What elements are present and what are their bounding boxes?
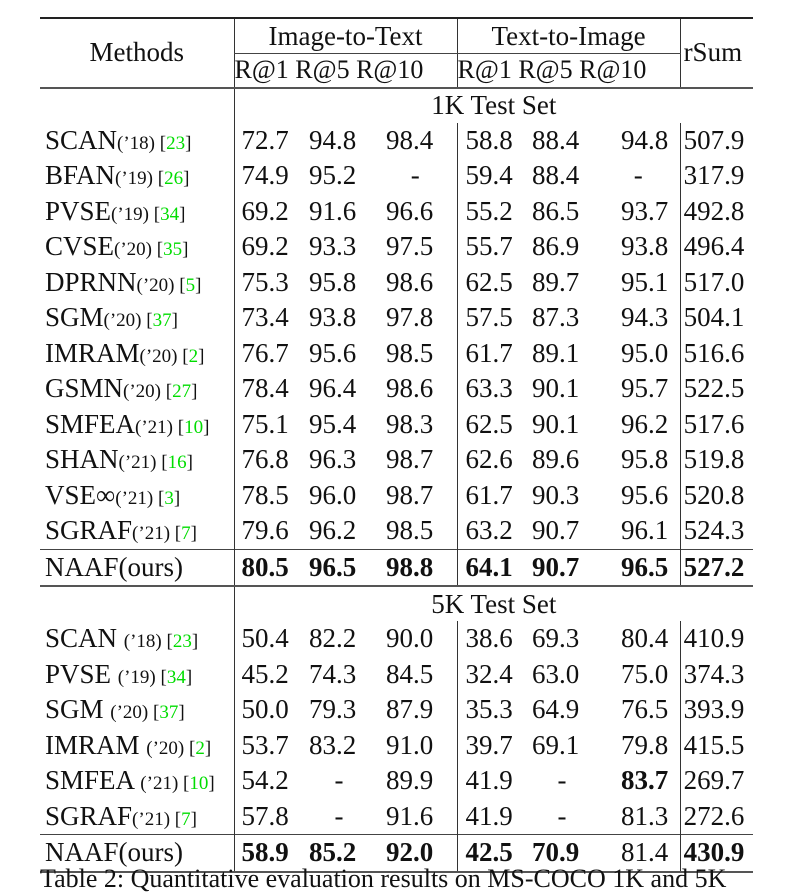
metric-value: 98.5 [386,515,434,546]
metric-value: 96.3 [309,444,357,475]
metric-value: 55.2 [457,194,527,230]
metric-value: 527.2 [680,549,753,586]
method-name: PVSE [45,195,112,226]
metric-value: 269.7 [680,763,753,799]
citation-link[interactable]: [34] [155,666,193,688]
citation-number[interactable]: 3 [164,487,174,509]
table-row [40,123,753,159]
citation-number[interactable]: 2 [195,737,205,759]
metric-value: 57.8 [234,799,304,835]
section-title: 1K Test Set [234,88,753,123]
citation-number[interactable]: 10 [184,416,204,438]
method-year: (’19) [115,168,154,190]
citation-number[interactable]: 34 [160,203,180,225]
metric-value: - [557,765,567,796]
metric-value: - [334,765,344,796]
metric-value: 81.3 [621,800,669,831]
metric-value: 58.9 [234,835,304,872]
metric-value: 496.4 [680,229,753,265]
metric-value: 507.9 [680,123,753,159]
i2t-metrics [234,54,457,88]
metric-value: 69.2 [234,229,304,265]
metric-value: 517.6 [680,407,753,443]
method-cell [40,657,234,693]
method-cell [40,442,234,478]
metric-value: 97.8 [386,302,434,333]
method-name: SGM [45,694,111,725]
metric-value: 524.3 [680,513,753,549]
table-row [40,621,753,657]
metric-value: 59.4 [457,158,527,194]
metric-value: 78.5 [234,478,304,514]
metric-value: 96.5 [621,551,669,582]
metric-value: 76.5 [621,694,669,725]
table-row [40,442,753,478]
header-methods: Methods [89,37,184,68]
section-spacer [40,586,234,621]
metric-value: 95.6 [621,479,669,510]
metric-value: 84.5 [386,658,434,689]
metric-value: 95.7 [621,373,669,404]
method-cell [40,300,234,336]
citation-link[interactable]: [35] [152,239,189,261]
metric-value: 393.9 [680,692,753,728]
metric-value: 91.0 [386,729,434,760]
metric-value: 94.3 [621,302,669,333]
method-name: CVSE [45,231,115,262]
metric-value: 69.2 [234,194,304,230]
method-name: DPRNN [45,266,137,297]
citation-number[interactable]: 16 [167,452,187,474]
metric-value: 57.5 [457,300,527,336]
metric-value: 42.5 [457,835,527,872]
citation-number[interactable]: 34 [166,666,186,688]
section-spacer [40,88,234,123]
method-cell [40,478,234,514]
citation-number[interactable]: 23 [172,631,192,653]
metric-label: R@10 [579,55,647,85]
metric-value: 98.6 [386,266,434,297]
metric-value: 272.6 [680,799,753,835]
table-row [40,371,753,407]
method-name: SGRAF [45,515,133,546]
metric-value: 95.0 [621,337,669,368]
citation-link[interactable]: [23] [155,132,192,154]
citation-link[interactable]: [2] [184,737,212,759]
method-year: (’19) [111,203,150,225]
method-year: (’20) [110,702,149,724]
citation-number[interactable]: 10 [189,773,209,795]
metric-value: 95.8 [621,444,669,475]
method-cell [40,513,234,549]
method-name: SHAN [45,444,119,475]
metric-value: 430.9 [680,835,753,872]
metric-value: 98.6 [386,373,434,404]
results-body [40,88,753,872]
metric-value: 95.6 [309,337,357,368]
method-cell [40,229,234,265]
metric-value: 75.1 [234,407,304,443]
method-cell [40,549,234,586]
metric-value: 95.2 [309,160,357,191]
table-row [40,407,753,443]
metric-value: 74.3 [309,658,357,689]
table-row [40,194,753,230]
citation-number[interactable]: 5 [185,274,196,296]
results-table [40,17,753,873]
metric-value: 94.8 [621,124,669,155]
metric-value: 76.8 [234,442,304,478]
method-name: BFAN [45,160,116,191]
metric-value: 97.5 [386,231,434,262]
metric-value: 83.2 [309,729,357,760]
metric-value: 73.4 [234,300,304,336]
method-year: (’21) [140,773,179,795]
method-cell [40,692,234,728]
method-cell [40,265,234,301]
metric-label: R@5 [295,55,350,85]
metric-value: 415.5 [680,728,753,764]
metric-value: 95.1 [621,266,669,297]
metric-value: 98.7 [386,479,434,510]
method-name: GSMN [45,373,124,404]
metric-value: 88.4 [532,160,580,191]
section-header-row [40,586,753,621]
t2i-metrics [457,54,680,88]
citation-link[interactable]: [7] [170,523,197,545]
metric-value: 35.3 [457,692,527,728]
citation-number[interactable]: 35 [163,239,183,261]
method-name: PVSE [45,658,118,689]
metric-value: 74.9 [234,158,304,194]
metric-value: 93.8 [309,302,357,333]
metric-value: 87.9 [386,694,434,725]
metric-value: 90.3 [532,479,580,510]
results-table-container [40,17,753,873]
metric-value: 72.7 [234,123,304,159]
metric-value: 87.3 [532,302,580,333]
metric-value: 61.7 [457,478,527,514]
metric-value: 62.6 [457,442,527,478]
metric-value: 78.4 [234,371,304,407]
method-cell [40,194,234,230]
citation-link[interactable]: [16] [156,452,193,474]
method-year: (’20) [123,381,162,403]
table-row [40,799,753,835]
metric-value: 95.8 [309,266,357,297]
citation-link[interactable]: [26] [153,168,190,190]
method-name: VSE∞ [45,479,116,510]
table-row [40,513,753,549]
metric-value: 91.6 [386,800,434,831]
metric-value: 54.2 [234,763,304,799]
metric-value: 516.6 [680,336,753,372]
citation-number[interactable]: 7 [181,808,191,830]
metric-value: 83.7 [621,765,669,796]
metric-value: 519.8 [680,442,753,478]
citation-link[interactable]: [7] [170,808,197,830]
metric-value: 69.1 [532,729,580,760]
metric-value: 38.6 [457,621,527,657]
metric-value: 522.5 [680,371,753,407]
citation-number[interactable]: 26 [164,168,184,190]
metric-value: 86.9 [532,231,580,262]
method-cell [40,763,234,799]
method-year: (’21) [118,452,157,474]
metric-value: - [334,800,344,831]
method-cell [40,158,234,194]
metric-value: 98.5 [386,337,434,368]
metric-value: 50.0 [234,692,304,728]
method-year: (’21) [135,416,174,438]
section-header-row [40,88,753,123]
method-cell [40,799,234,835]
metric-value: 41.9 [457,763,527,799]
method-cell [40,407,234,443]
metric-value: 86.5 [532,195,580,226]
metric-value: 98.8 [386,551,434,582]
metric-value: 89.9 [386,765,434,796]
method-year: (’18) [117,132,156,154]
table-row [40,478,753,514]
metric-value: 93.7 [621,195,669,226]
method-year: (’19) [117,666,156,688]
method-cell [40,621,234,657]
metric-label: R@1 [234,55,289,85]
metric-value: 63.3 [457,371,527,407]
citation-link[interactable]: [3] [153,487,181,509]
method-name: SGRAF [45,800,133,831]
metric-value: 96.1 [621,515,669,546]
method-year: (’21) [132,523,171,545]
method-year: (’20) [136,274,175,296]
metric-value: 75.3 [234,265,304,301]
method-name: SCAN [45,124,118,155]
metric-value: 95.4 [309,408,357,439]
metric-value: 98.7 [386,444,434,475]
citation-number[interactable]: 2 [188,345,199,367]
metric-value: 93.3 [309,231,357,262]
table-row [40,657,753,693]
method-cell [40,123,234,159]
method-year: (’20) [146,737,185,759]
metric-value: 504.1 [680,300,753,336]
method-year: (’20) [139,345,178,367]
metric-value: 79.3 [309,694,357,725]
method-name: NAAF(ours) [45,837,183,868]
metric-value: 32.4 [457,657,527,693]
metric-value: 96.4 [309,373,357,404]
metric-value: 90.0 [386,623,434,654]
metric-value: 62.5 [457,407,527,443]
method-cell [40,336,234,372]
method-year: (’20) [114,239,153,261]
metric-value: 63.0 [532,658,580,689]
metric-value: 45.2 [234,657,304,693]
metric-value: 81.4 [621,837,669,868]
metric-value: 90.7 [532,551,580,582]
table-row [40,728,753,764]
metric-value: 50.4 [234,621,304,657]
metric-value: 91.6 [309,195,357,226]
citation-link[interactable]: [34] [149,203,186,225]
table-row [40,158,753,194]
metric-value: 317.9 [680,158,753,194]
method-cell [40,371,234,407]
metric-value: 96.2 [621,408,669,439]
method-year: (’21) [115,487,154,509]
header-rsum: rSum [680,18,753,88]
method-name: SMFEA [45,765,141,796]
metric-value: 85.2 [309,837,357,868]
metric-value: 374.3 [680,657,753,693]
metric-value: 89.1 [532,337,580,368]
metric-value: 82.2 [309,623,357,654]
metric-value: 80.4 [621,623,669,654]
table-row [40,692,753,728]
metric-value: 96.5 [309,551,357,582]
metric-value: 89.7 [532,266,580,297]
metric-value: 76.7 [234,336,304,372]
metric-value: 80.5 [234,549,304,586]
metric-value: 96.0 [309,479,357,510]
method-year: (’18) [123,631,162,653]
metric-value: 89.6 [532,444,580,475]
metric-value: 90.1 [532,373,580,404]
citation-link[interactable]: [10] [178,773,215,795]
metric-value: 39.7 [457,728,527,764]
metric-value: 63.2 [457,513,527,549]
metric-value: 520.8 [680,478,753,514]
method-name: SMFEA [45,408,136,439]
metric-value: 90.1 [532,408,580,439]
metric-label: R@5 [518,55,573,85]
metric-value: - [410,160,420,191]
section-title: 5K Test Set [234,586,753,621]
citation-link[interactable]: [10] [173,416,210,438]
header-text-to-image: Text-to-Image [457,18,680,54]
metric-value: 94.8 [309,124,357,155]
table-row [40,265,753,301]
metric-value: 41.9 [457,799,527,835]
method-year: (’20) [103,310,142,332]
metric-value: 62.5 [457,265,527,301]
metric-value: 64.9 [532,694,580,725]
metric-value: 92.0 [386,837,434,868]
citation-number[interactable]: 23 [166,132,186,154]
citation-number[interactable]: 37 [159,702,179,724]
metric-label: R@1 [457,55,512,85]
citation-number[interactable]: 27 [172,381,192,403]
metric-value: 70.9 [532,837,580,868]
metric-value: 58.8 [457,123,527,159]
method-name: NAAF(ours) [45,551,183,582]
metric-value: 79.6 [234,513,304,549]
table-row [40,763,753,799]
method-name: SGM [45,302,104,333]
metric-value: 55.7 [457,229,527,265]
citation-link[interactable]: [37] [148,702,185,724]
metric-value: 492.8 [680,194,753,230]
metric-value: 96.2 [309,515,357,546]
metric-value: 53.7 [234,728,304,764]
citation-link[interactable]: [5] [174,274,202,296]
metric-value: 88.4 [532,124,580,155]
metric-value: - [633,160,643,191]
metric-value: 75.0 [621,658,669,689]
metric-value: 90.7 [532,515,580,546]
citation-link[interactable]: [37] [141,310,178,332]
table-caption: Table 2: Quantitative evaluation results on MS-COCO 1K and 5K [40,864,727,893]
header-image-to-text: Image-to-Text [234,18,457,54]
method-year: (’21) [132,808,171,830]
metric-value: 410.9 [680,621,753,657]
metric-value: - [557,800,567,831]
metric-value: 61.7 [457,336,527,372]
citation-link[interactable]: [27] [161,381,198,403]
method-name: IMRAM [45,729,147,760]
table-row [40,336,753,372]
table-row [40,300,753,336]
citation-number[interactable]: 7 [181,523,191,545]
metric-value: 517.0 [680,265,753,301]
ours-row [40,549,753,586]
table-row [40,229,753,265]
method-name: IMRAM [45,337,140,368]
citation-link[interactable]: [2] [177,345,205,367]
method-name: SCAN [45,623,124,654]
metric-value: 69.3 [532,623,580,654]
metric-value: 98.3 [386,408,434,439]
metric-value: 98.4 [386,124,434,155]
metric-value: 93.8 [621,231,669,262]
citation-number[interactable]: 37 [152,310,172,332]
metric-value: 96.6 [386,195,434,226]
metric-label: R@10 [356,55,424,85]
method-cell [40,728,234,764]
metric-value: 79.8 [621,729,669,760]
metric-value: 64.1 [457,549,527,586]
citation-link[interactable]: [23] [161,631,199,653]
